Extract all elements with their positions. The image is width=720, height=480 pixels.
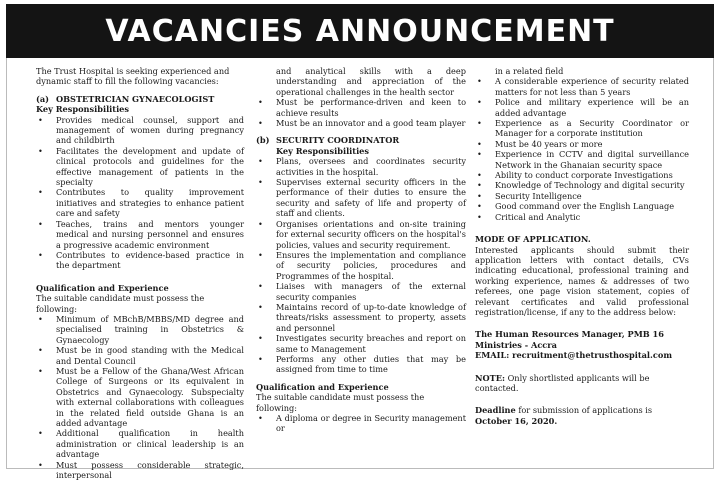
- deadline-label: Deadline: [475, 405, 516, 416]
- application-heading: MODE OF APPLICATION.: [475, 234, 591, 245]
- email-address[interactable]: recruitment@thetrusthospital.com: [512, 350, 672, 361]
- column-2: [256, 66, 466, 434]
- section-a-responsibilities: [36, 115, 244, 271]
- section-b-responsibilities: [256, 156, 466, 375]
- list-item: • Facilitates the development and update of clinical protocols and guidelines for the effective management of patients in the specialty: [36, 146, 244, 188]
- section-b-title: SECURITY COORDINATOR: [276, 135, 400, 146]
- list-item: • Plans, oversees and coordinates security activities in the hospital.: [256, 156, 466, 177]
- list-item: • Security Intelligence: [475, 191, 689, 201]
- list-item: • Supervises external security officers in the performance of their duties to ensure the security and safety of life and property of staff and clients.: [256, 177, 466, 219]
- list-item: • Teaches, trains and mentors younger medical and nursing personnel and ensures a progressive academic environment: [36, 219, 244, 250]
- list-item: • A considerable experience of security related matters for not less than 5 years: [475, 76, 689, 97]
- application-address: The Human Resources Manager, PMB 16 Ministries - Accra: [475, 329, 664, 350]
- list-item: • Must be 40 years or more: [475, 139, 689, 149]
- section-b-qualifications-cont: [475, 66, 689, 222]
- section-a-resp-heading: Key Responsibilities: [36, 104, 130, 115]
- list-item: • Good command over the English Language: [475, 201, 689, 211]
- section-b-letter: (b): [256, 135, 270, 146]
- column-1: [36, 66, 244, 480]
- intro-text: The Trust Hospital is seeking experienced and dynamic staff to fill the following vacancies:: [36, 66, 230, 87]
- list-item: • Contributes to quality improvement initiatives and strategies to enhance patient care and safety: [36, 187, 244, 218]
- section-b-qual-heading: Qualification and Experience: [256, 381, 389, 392]
- deadline-line: [475, 405, 689, 426]
- title-banner: [6, 4, 714, 58]
- section-b-heading: [256, 135, 466, 145]
- list-item: • Must be an innovator and a good team player: [256, 118, 466, 128]
- list-item: • Knowledge of Technology and digital security: [475, 180, 689, 190]
- list-item-continued: in a related field: [495, 66, 564, 76]
- section-a-qual-intro: The suitable candidate must possess the following:: [36, 293, 205, 314]
- application-email-line: [475, 350, 689, 360]
- note-text: Only shortlisted applicants will be contacted.: [475, 372, 650, 393]
- list-item: • Must be performance-driven and keen to achieve results: [256, 97, 466, 118]
- list-item: • Police and military experience will be an added advantage: [475, 97, 689, 118]
- section-b-resp-heading: Key Responsibilities: [276, 145, 370, 156]
- list-item: • Must possess considerable strategic, interpersonal: [36, 460, 244, 480]
- list-item: • Contributes to evidence-based practice in the department: [36, 250, 244, 271]
- note-line: [475, 373, 689, 394]
- list-item: • Ensures the implementation and compliance of security policies, procedures and Programmes of the hospital.: [256, 250, 466, 281]
- deadline-text: for submission of applications is: [515, 405, 653, 416]
- note-label: NOTE:: [475, 372, 505, 383]
- section-a-qualifications-cont: [256, 66, 466, 128]
- section-a-qual-heading: Qualification and Experience: [36, 282, 169, 293]
- section-a-qualifications: [36, 314, 244, 480]
- section-a-title: OBSTETRICIAN GYNAECOLOGIST: [56, 93, 215, 104]
- list-item: • Additional qualification in health administration or clinical leadership is an advantage: [36, 428, 244, 459]
- page-title: VACANCIES ANNOUNCEMENT: [105, 13, 615, 49]
- list-item: • Provides medical counsel, support and management of women during pregnancy and childbirth: [36, 115, 244, 146]
- list-item: • Ability to conduct corporate Investigations: [475, 170, 689, 180]
- deadline-date: October 16, 2020.: [475, 415, 558, 426]
- list-item: • Liaises with managers of the external security companies: [256, 281, 466, 302]
- section-a-heading: [36, 94, 244, 104]
- section-b-qualifications: [256, 413, 466, 434]
- list-item: • Performs any other duties that may be assigned from time to time: [256, 354, 466, 375]
- list-item: • A diploma or degree in Security management or: [256, 413, 466, 434]
- list-item: • Critical and Analytic: [475, 212, 689, 222]
- section-b-qual-intro: The suitable candidate must possess the following:: [256, 392, 425, 413]
- column-3: [475, 66, 689, 426]
- list-item: • Minimum of MBchB/MBBS/MD degree and specialised training in Obstetrics & Gynaecology: [36, 314, 244, 345]
- email-label: EMAIL:: [475, 350, 513, 361]
- list-item: • Organises orientations and on-site training for external security officers on the hospital's policies, values and security requirement.: [256, 219, 466, 250]
- list-item: • Must be a Fellow of the Ghana/West African College of Surgeons or its equivalent in Obstetrics and Gynaecology. Subspecialty with external collaborations with colleagues in the related field outside Ghana is an added advantage: [36, 366, 244, 428]
- list-item: • Experience as a Security Coordinator or Manager for a corporate institution: [475, 118, 689, 139]
- application-body: Interested applicants should submit their application letters with contact details, CVs indicating educational, professional training and working experience, names & addresses of two referees, one page vision statement, copies of relevant certificates and valid professional registration/license, if any to the address below:: [475, 244, 689, 317]
- list-item: • Must be in good standing with the Medical and Dental Council: [36, 345, 244, 366]
- list-item: • Experience in CCTV and digital surveillance Network in the Ghanaian security space: [475, 149, 689, 170]
- list-item: • Investigates security breaches and report on same to Management: [256, 333, 466, 354]
- list-item-continued: and analytical skills with a deep understanding and appreciation of the operational challenges in the health sector: [276, 66, 466, 97]
- list-item: • Maintains record of up-to-date knowledge of threats/risks assessment to property, assets and personnel: [256, 302, 466, 333]
- section-a-letter: (a): [36, 93, 50, 104]
